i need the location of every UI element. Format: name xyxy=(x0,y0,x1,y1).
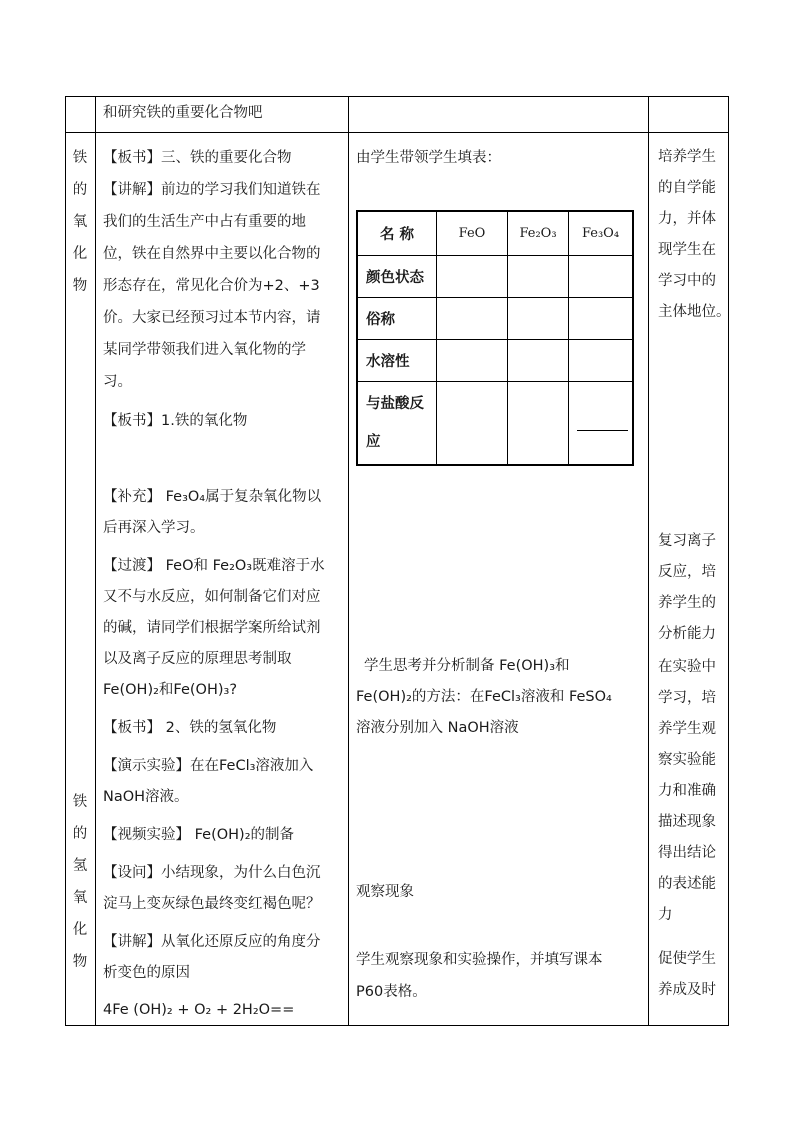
explain-line: 【讲解】从氧化还原反应的角度分 xyxy=(103,934,321,950)
teacher-line: 价。大家已经预习过本节内容，请 xyxy=(103,310,321,326)
table-cell xyxy=(437,339,508,381)
table-cell xyxy=(437,297,508,339)
col-line-2 xyxy=(95,96,96,1026)
label-char: 铁 xyxy=(72,150,88,166)
purpose-line: 促使学生 xyxy=(658,951,716,967)
label-char: 氢 xyxy=(72,858,88,874)
purpose-line: 的自学能 xyxy=(658,180,716,196)
purpose-line: 得出结论 xyxy=(658,845,716,861)
table-row-label xyxy=(357,381,437,465)
video-line: 【视频实验】 Fe(OH)₂的制备 xyxy=(103,827,295,843)
purpose-block-3 xyxy=(658,652,736,931)
purpose-line: 分析能力 xyxy=(658,626,716,642)
table-cell xyxy=(569,255,634,297)
equation: 4Fe (OH)₂ + O₂ + 2H₂O== xyxy=(103,1002,295,1018)
table-header: FeO xyxy=(437,211,508,255)
student-intro: 由学生带领学生填表： xyxy=(356,150,501,166)
purpose-block-2 xyxy=(658,526,736,650)
board-oxides: 【板书】1.铁的氧化物 xyxy=(103,413,248,429)
table-row-label: 俗称 xyxy=(357,297,437,339)
supplement-line: 后再深入学习。 xyxy=(103,520,205,536)
table-cell xyxy=(508,255,569,297)
purpose-line: 描述现象 xyxy=(658,814,716,830)
teacher-line: 【板书】三、铁的重要化合物 xyxy=(103,150,292,166)
table-top-border xyxy=(65,96,729,97)
purpose-line: 在实验中 xyxy=(658,659,716,675)
student-line: 溶液分别加入 NaOH溶液 xyxy=(356,720,519,736)
col-line-1 xyxy=(65,96,66,1026)
supplement-line: 【补充】 Fe₃O₄属于复杂氧化物以 xyxy=(103,489,322,505)
question-line: 淀马上变灰绿色最终变红褐色呢？ xyxy=(103,896,321,912)
teacher-line: 形态存在，常见化合价为+2、+3 xyxy=(103,278,320,294)
purpose-line: 复习离子 xyxy=(658,533,716,549)
table-cell xyxy=(437,255,508,297)
row1-teacher-text: 和研究铁的重要化合物吧 xyxy=(103,105,263,121)
col-line-4 xyxy=(648,96,649,1026)
purpose-line: 现学生在 xyxy=(658,242,716,258)
section-label-oxides xyxy=(72,142,88,302)
observe-line: P60表格。 xyxy=(356,984,427,1000)
teacher-line: 我们的生活生产中占有重要的地 xyxy=(103,214,306,230)
purpose-line: 培养学生 xyxy=(658,149,716,165)
label-char: 氧 xyxy=(72,890,88,906)
table-header: 名 称 xyxy=(357,211,437,255)
table-cell xyxy=(437,381,508,465)
purpose-line: 力，并体 xyxy=(658,211,716,227)
blank-line xyxy=(577,430,628,431)
purpose-block-1 xyxy=(658,142,736,328)
student-line: Fe(OH)₂的方法：在FeCl₃溶液和 FeSO₄ xyxy=(356,689,612,705)
table-cell xyxy=(569,339,634,381)
transition-line: 以及离子反应的原理思考制取 xyxy=(103,651,292,667)
question-line: 【设问】小结现象，为什么白色沉 xyxy=(103,865,321,881)
label-char: 化 xyxy=(72,246,88,262)
row-divider xyxy=(65,132,729,133)
col-line-3 xyxy=(348,96,349,1026)
transition-line: 的碱，请同学们根据学案所给试剂 xyxy=(103,620,321,636)
table-bottom-border xyxy=(65,1025,729,1026)
transition-line: Fe(OH)₂和Fe(OH)₃? xyxy=(103,682,238,698)
demo-line: 【演示实验】在在FeCl₃溶液加入 xyxy=(103,758,314,774)
label-char: 铁 xyxy=(72,794,88,810)
label-char: 物 xyxy=(72,954,88,970)
table-cell xyxy=(508,381,569,465)
teacher-line: 【讲解】前边的学习我们知道铁在 xyxy=(103,182,321,198)
purpose-block-4 xyxy=(658,944,736,1006)
row-label-line: 与盐酸反 xyxy=(366,395,424,412)
teacher-line: 位，铁在自然界中主要以化合物的 xyxy=(103,246,321,262)
label-char: 的 xyxy=(72,182,88,198)
oxide-table xyxy=(356,210,634,466)
label-char: 的 xyxy=(72,826,88,842)
table-header: Fe₂O₃ xyxy=(508,211,569,255)
row-label-line: 应 xyxy=(366,433,381,450)
purpose-line: 养学生观 xyxy=(658,721,716,737)
purpose-line: 的表述能 xyxy=(658,876,716,892)
table-cell xyxy=(508,339,569,381)
table-row-label: 颜色状态 xyxy=(357,255,437,297)
label-char: 氧 xyxy=(72,214,88,230)
purpose-line: 主体地位。 xyxy=(658,304,731,320)
label-char: 化 xyxy=(72,922,88,938)
label-char: 物 xyxy=(72,278,88,294)
teacher-line: 习。 xyxy=(103,374,132,390)
purpose-line: 学习中的 xyxy=(658,273,716,289)
demo-line: NaOH溶液。 xyxy=(103,789,189,805)
purpose-line: 学习，培 xyxy=(658,690,716,706)
table-cell xyxy=(569,381,634,465)
teacher-line: 某同学带领我们进入氧化物的学 xyxy=(103,342,306,358)
section-label-hydroxides xyxy=(72,786,88,978)
board-hydroxides: 【板书】 2、铁的氢氧化物 xyxy=(103,720,277,736)
purpose-line: 力和准确 xyxy=(658,783,716,799)
purpose-line: 养成及时 xyxy=(658,982,716,998)
transition-line: 又不与水反应，如何制备它们对应 xyxy=(103,589,321,605)
purpose-line: 养学生的 xyxy=(658,595,716,611)
observe-line: 观察现象 xyxy=(356,884,414,900)
student-line: 学生思考并分析制备 Fe(OH)₃和 xyxy=(364,658,570,674)
purpose-line: 察实验能 xyxy=(658,752,716,768)
transition-line: 【过渡】 FeO和 Fe₂O₃既难溶于水 xyxy=(103,558,325,574)
table-cell xyxy=(569,297,634,339)
table-row-label: 水溶性 xyxy=(357,339,437,381)
observe-line: 学生观察现象和实验操作，并填写课本 xyxy=(356,952,603,968)
table-cell xyxy=(508,297,569,339)
purpose-line: 反应，培 xyxy=(658,564,716,580)
purpose-line: 力 xyxy=(658,907,673,923)
explain-line: 析变色的原因 xyxy=(103,965,190,981)
table-header: Fe₃O₄ xyxy=(569,211,634,255)
